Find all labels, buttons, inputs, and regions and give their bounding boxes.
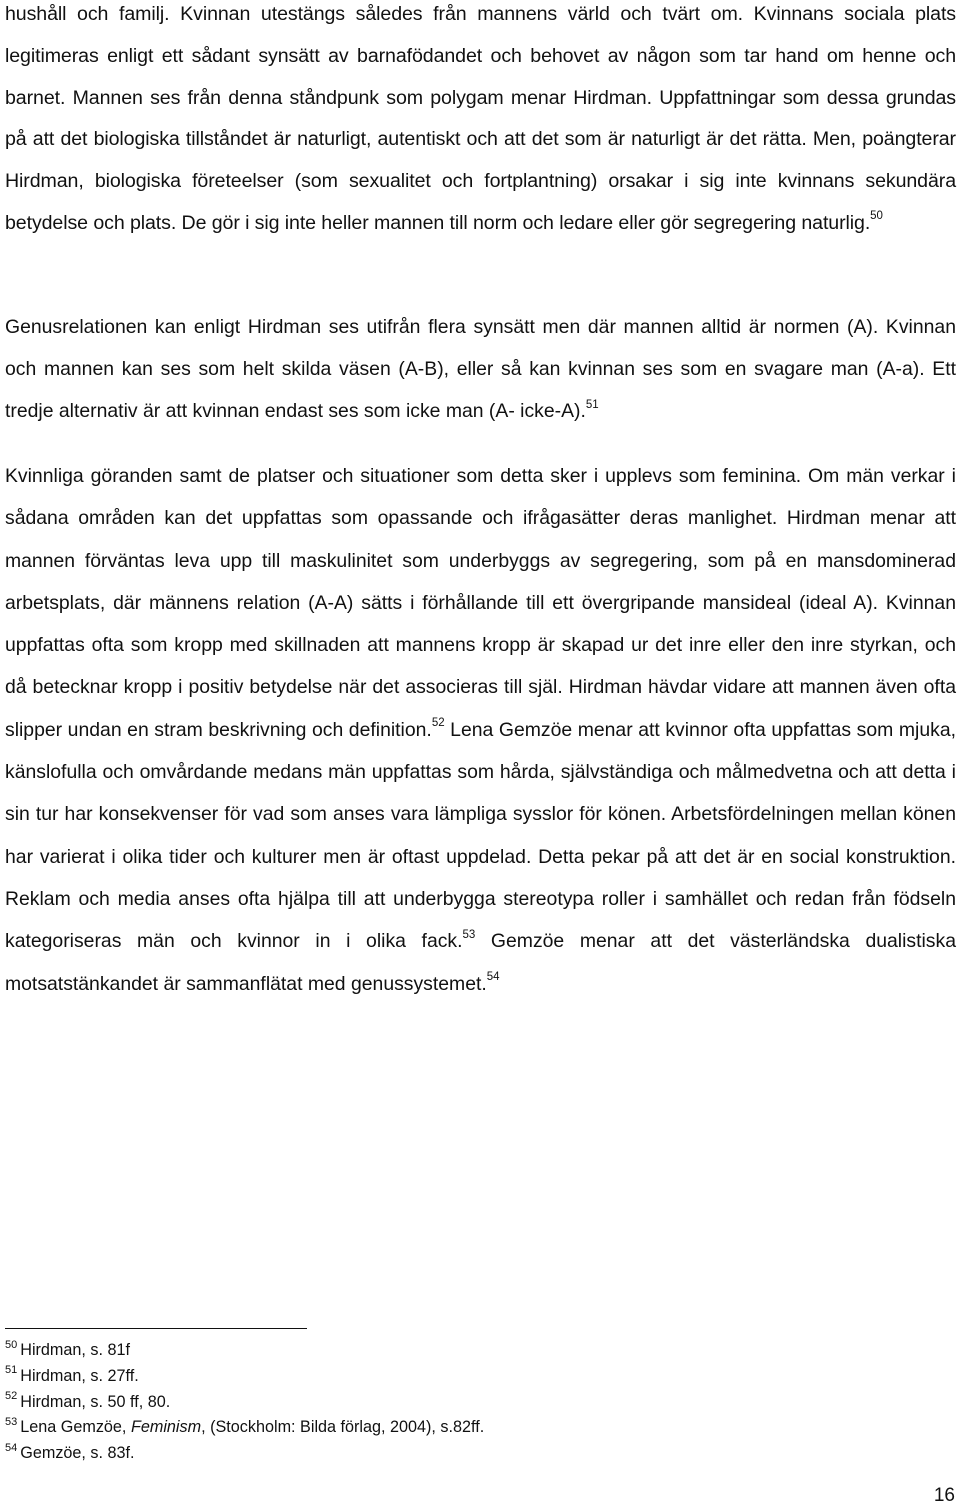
paragraph-text: Gemzöe menar att det västerländska dualistiska motsatstänkandet är sammanflätat med genussystemet. <box>5 930 956 995</box>
paragraph-text: Genusrelationen kan enligt Hirdman ses utifrån flera synsätt men där mannen alltid är normen (A). Kvinnan och mannen kan ses som helt skilda väsen (A-B), eller så kan kvinnan ses som en svagare man (A-a). Ett tredje alternativ är att kvinnan endast ses som icke man (A- icke-A). <box>5 316 956 422</box>
paragraph-text: Lena Gemzöe menar att kvinnor ofta uppfattas som mjuka, känslofulla och omvårdande medans män uppfattas som hårda, självständiga och målmedvetna och att detta i sin tur har konsekvenser för vad som anses vara lämpliga sysslor för könen. Arbetsfördelningen mellan könen har varierat i olika tider och kulturer men är oftast uppdelad. Detta pekar på att det är en social konstruktion. Reklam och media anses ofta hjälpa till att underbygga stereotypa roller i samhället och redan från födseln kategoriseras män och kvinnor in i olika fack. <box>5 718 956 953</box>
footnote-text: Hirdman, s. 50 ff, 80. <box>20 1392 171 1411</box>
footnote-text: Hirdman, s. 81f <box>20 1341 131 1359</box>
footnote-separator <box>5 1328 307 1329</box>
paragraph-text: hushåll och familj. Kvinnan utestängs således från mannens värld och tvärt om. Kvinnans sociala plats legitimeras enligt ett sådant synsätt av barnafödandet och behovet av någon som tar hand om henne och barnet. Mannen ses från denna ståndpunk som polygam menar Hirdman. Uppfattningar som dessa grundas på att det biologiska tillståndet är naturligt, autentiskt och att det som är naturligt är det rätta. Men, poängterar Hirdman, biologiska företeelser (som sexualitet och fortplantning) orsakar i sig inte kvinnans sekundära betydelse och plats. De gör i sig inte heller mannen till norm och ledare eller gör segregering naturlig. <box>5 3 956 234</box>
footnote-number: 54 <box>5 1441 18 1454</box>
footnote-reference[interactable]: 54 <box>486 971 500 984</box>
footnote-reference[interactable]: 51 <box>585 398 599 411</box>
footnote-number: 52 <box>5 1390 18 1403</box>
body-paragraph <box>5 455 956 1005</box>
footnote <box>5 1441 905 1467</box>
footnote-number: 53 <box>5 1416 18 1428</box>
footnote-text: , (Stockholm: Bilda förlag, 2004), s.82ff. <box>201 1418 485 1437</box>
footnote <box>5 1390 905 1416</box>
footnote <box>5 1338 905 1364</box>
footnote-number: 50 <box>5 1338 18 1351</box>
footnote <box>5 1364 905 1390</box>
footnote-reference[interactable]: 53 <box>462 928 476 941</box>
body-paragraph <box>5 306 956 432</box>
body-paragraph <box>5 0 956 245</box>
page-number: 16 <box>933 1485 955 1506</box>
footnote-number: 51 <box>5 1364 18 1377</box>
footnote-text: Gemzöe, s. 83f. <box>20 1444 135 1463</box>
paragraph-text: Kvinnliga göranden samt de platser och situationer som detta sker i upplevs som feminina. Om män verkar i sådana områden kan det uppfattas som opassande och ifrågasätter deras manlighet. Hirdman menar att mannen förväntas leva upp till maskulinitet som underbyggs av segregering, som på en mansdominerad arbetsplats, där männens relation (A-A) sätts i förhållande till ett övergripande mansideal (ideal A). Kvinnan uppfattas ofta som kropp med skillnaden att mannens kropp är skapad ur det inre eller den inre styrkan, och då betecknar kropp i positiv betydelse när det associeras till själ. Hirdman hävdar vidare att mannen även ofta slipper undan en stram beskrivning och definition. <box>5 465 956 741</box>
footnotes <box>5 1338 905 1467</box>
footnote-text: Lena Gemzöe, <box>20 1418 131 1437</box>
footnote-text: Hirdman, s. 27ff. <box>20 1366 139 1385</box>
footnote-book-title: Feminism <box>130 1418 202 1437</box>
footnote <box>5 1415 905 1441</box>
footnote-reference[interactable]: 52 <box>431 717 445 730</box>
footnote-reference[interactable]: 50 <box>870 210 883 223</box>
